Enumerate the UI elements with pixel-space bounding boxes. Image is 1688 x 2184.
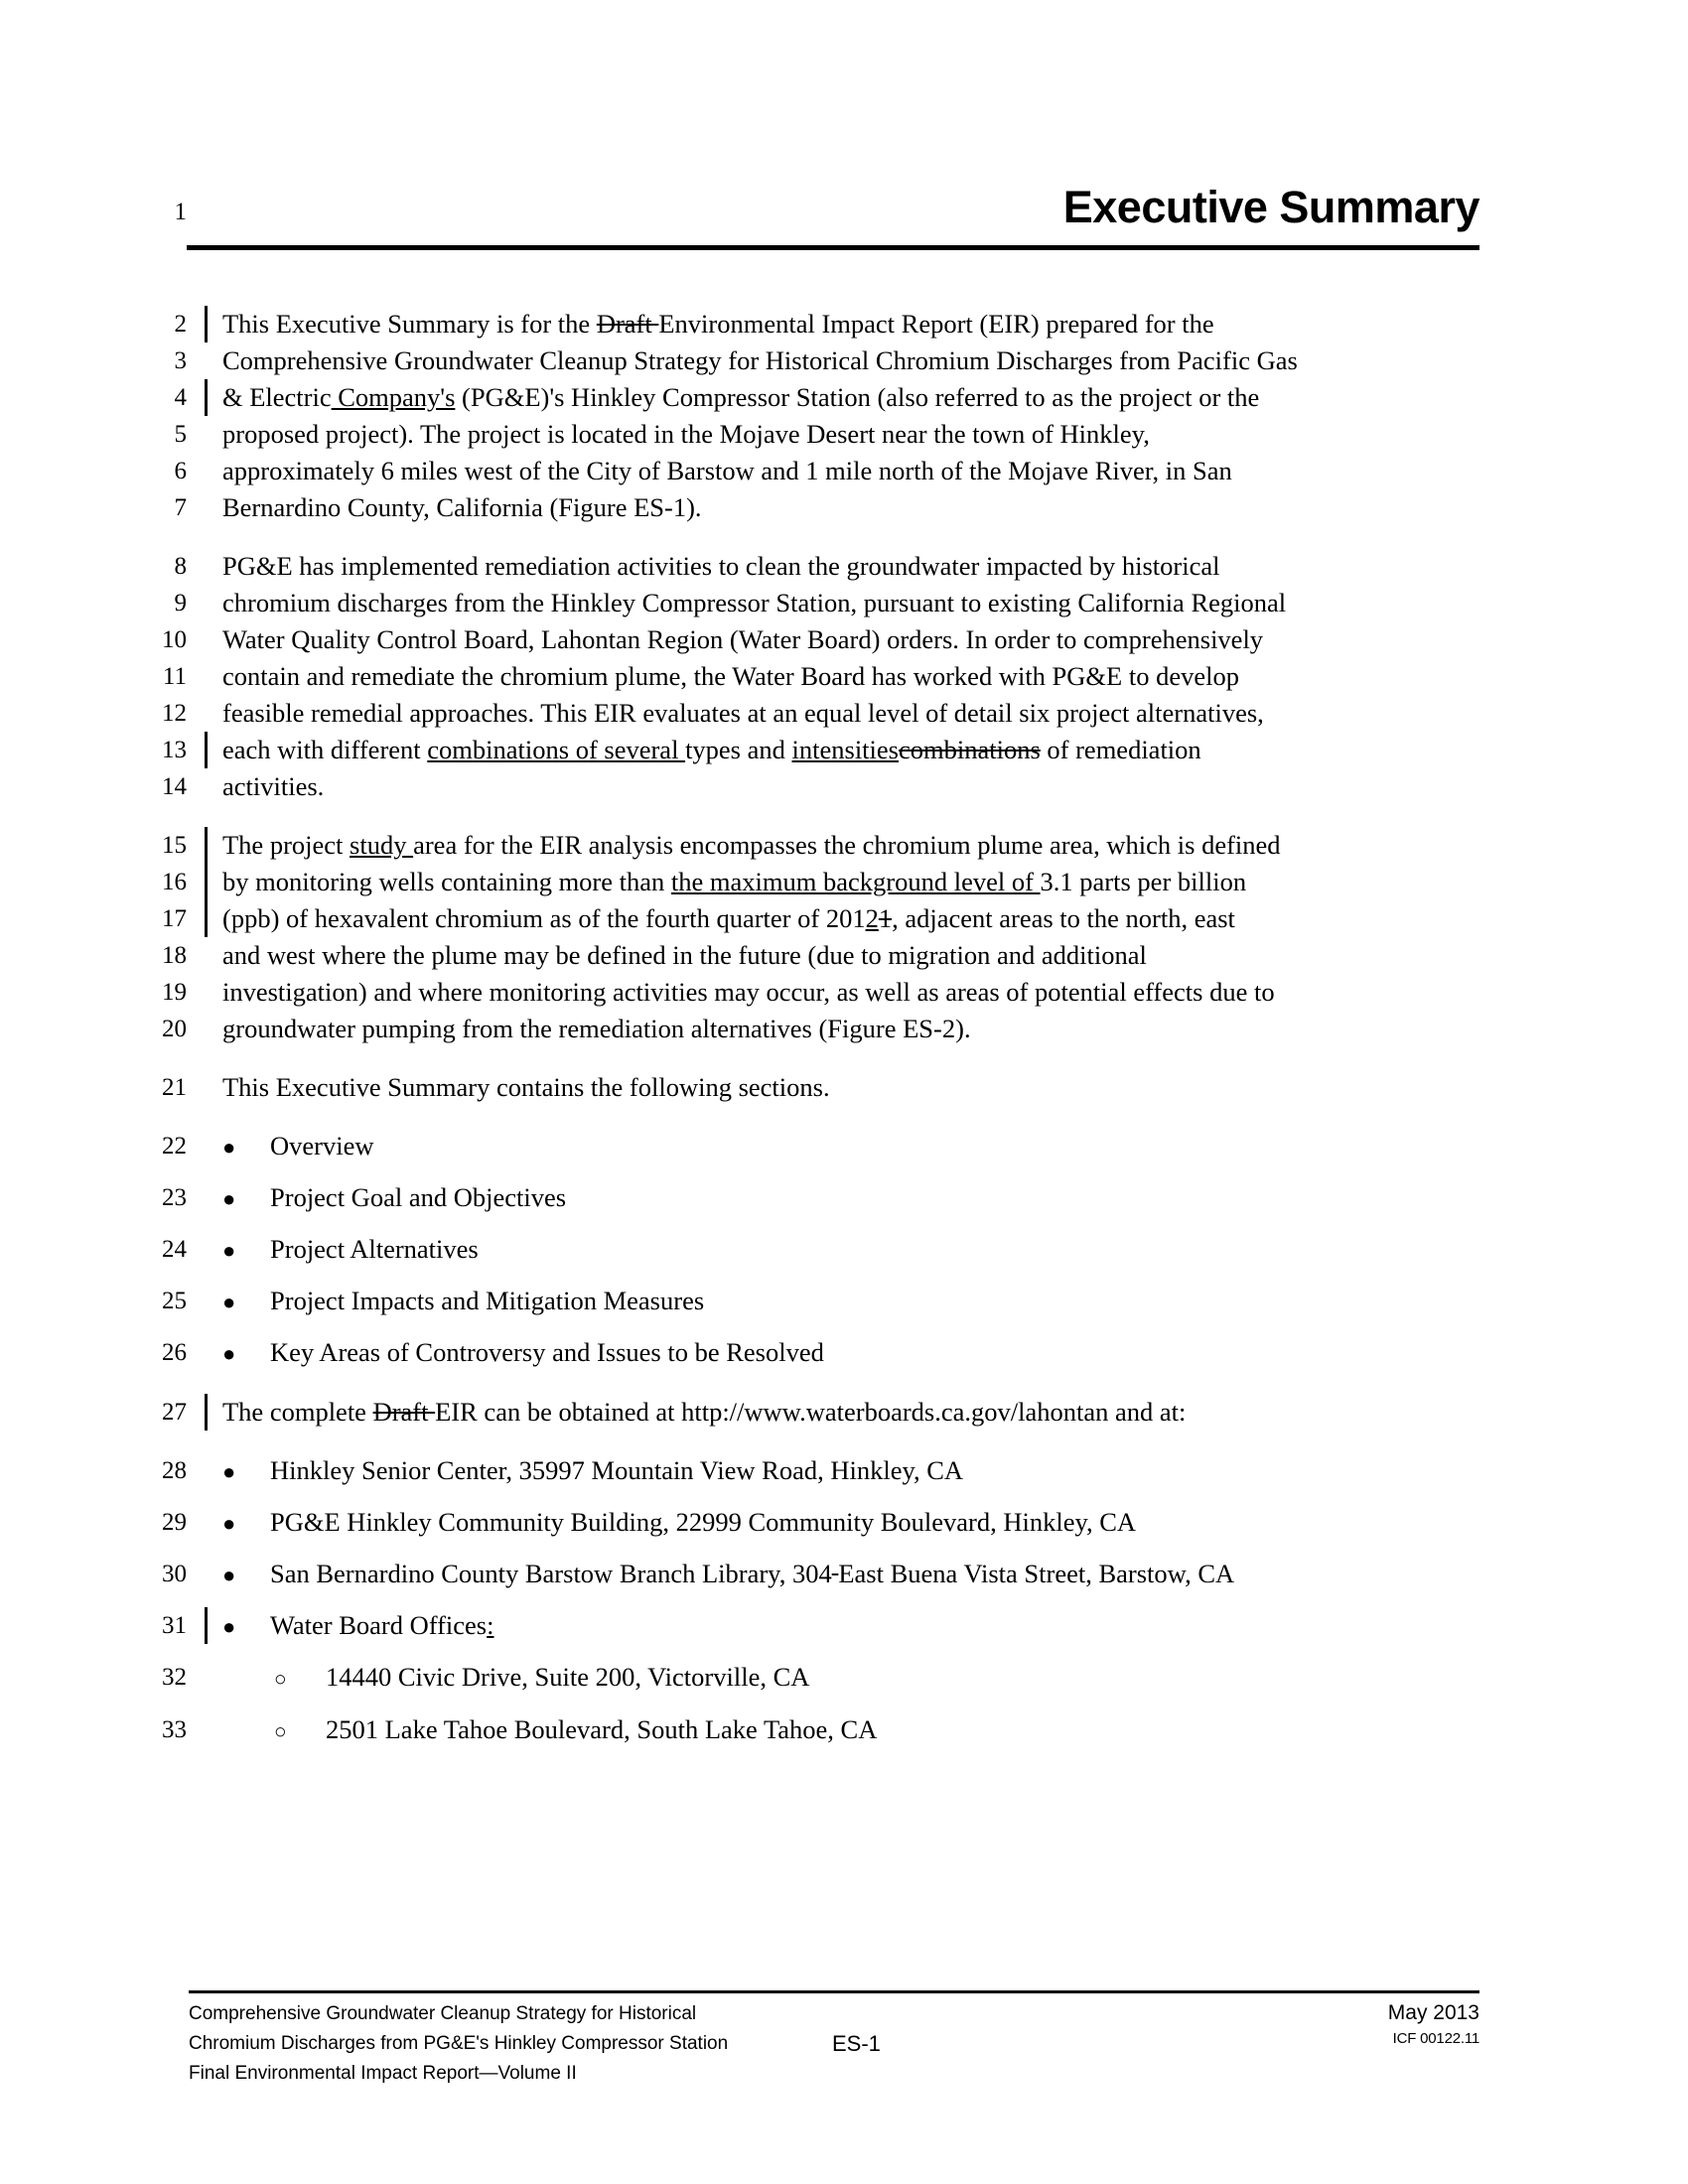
body-text: investigation) and where monitoring activities may occur, as well as areas of potential effects due to [222,977,1275,1007]
bullet-icon: ● [222,1459,236,1484]
sub-bullet-icon: ○ [274,1667,287,1691]
line-content [222,489,1489,526]
body-text: area for the EIR analysis encompasses the chromium plume area, which is defined [413,830,1281,860]
body-text: Comprehensive Groundwater Cleanup Strategy for Historical Chromium Discharges from Pacific Gas [222,345,1298,375]
body-text: Water Board Offices [270,1610,488,1640]
line-content [222,937,1489,974]
list-item-gap [129,1269,1489,1283]
text-line [129,1011,1489,1047]
line-content [222,974,1489,1011]
section-gap [129,1386,1489,1394]
text-line [129,585,1489,621]
line-content [222,827,1489,864]
line-content [222,585,1489,621]
paragraph-gap [129,1106,1489,1128]
bullet-icon: ● [222,1135,236,1160]
paragraph [129,1069,1489,1106]
line-content [222,658,1489,695]
line-content [222,1128,1489,1165]
page-header [129,184,1479,230]
line-number: 22 [162,1133,187,1160]
paragraph [129,548,1489,805]
header-line-number: 1 [174,199,187,226]
list-item-label [326,1659,809,1696]
footer-left-line-1: Comprehensive Groundwater Cleanup Strategy for Historical [189,2003,697,2024]
list-item-label [270,1556,1234,1592]
list-item-label [270,1607,494,1644]
line-number: 32 [162,1664,187,1691]
line-content [222,1607,1489,1645]
body-text: Water Quality Control Board, Lahontan Region (Water Board) orders. In order to comprehensively [222,624,1264,654]
body-text: approximately 6 miles west of the City of Barstow and 1 mile north of the Mojave River, in San [222,456,1232,485]
body-text: (PG&E)'s Hinkley Compressor Station (also referred to as the project or the [455,382,1260,412]
text-line [129,974,1489,1011]
body-text: PG&E Hinkley Community Building, 22999 Community Boulevard, Hinkley, CA [270,1507,1137,1537]
list-item-gap [129,1490,1489,1504]
list-item-gap [129,1320,1489,1334]
text-line [129,342,1489,379]
line-content [222,1283,1489,1320]
text-line [129,1556,1489,1593]
line-number: 25 [162,1288,187,1314]
footer-left-block [189,1999,728,2089]
text-line [129,1504,1489,1542]
list-item-gap [129,1542,1489,1556]
line-content [222,342,1489,379]
text-line [129,827,1489,864]
text-line [129,1659,1489,1698]
text-line [129,1711,1489,1750]
line-content [222,1504,1489,1542]
list-item-label [270,1504,1136,1541]
line-content [222,416,1489,453]
line-content [222,621,1489,658]
footer-left-line-3: Final Environmental Impact Report—Volume II [189,2063,577,2084]
text-line [129,1179,1489,1217]
body-text: Hinkley Senior Center, 35997 Mountain View Road, Hinkley, CA [270,1455,964,1485]
text-line [129,1394,1489,1431]
body-text: of remediation [1040,735,1201,764]
text-line [129,1452,1489,1490]
footer-rule [189,1990,1479,1993]
text-line [129,937,1489,974]
text-line [129,306,1489,342]
line-content [222,1179,1489,1217]
line-number: 29 [162,1509,187,1536]
line-content [222,1394,1489,1431]
line-content [222,306,1489,342]
text-line [129,864,1489,900]
line-content [222,732,1489,768]
body-text: types and [685,735,792,764]
body-text: The complete [222,1397,373,1427]
line-content [222,453,1489,489]
line-content [222,1659,1489,1698]
bullet-icon: ● [222,1186,236,1211]
bullet-icon: ● [222,1614,236,1639]
body-text: activities. [222,771,325,801]
line-number: 5 [174,421,187,448]
body-text: 2501 Lake Tahoe Boulevard, South Lake Tahoe, CA [326,1714,878,1744]
line-number: 21 [162,1074,187,1101]
text-line [129,379,1489,416]
body-text: chromium discharges from the Hinkley Compressor Station, pursuant to existing California Regional [222,588,1287,617]
footer-page-number: ES-1 [832,2031,881,2056]
list-item-gap [129,1593,1489,1607]
body-text: This Executive Summary is for the [222,309,597,339]
body-text: & Electric [222,382,332,412]
line-number: 31 [162,1612,187,1639]
body-text: (ppb) of hexavalent chromium as of the fourth quarter of 201 [222,903,866,933]
text-line [129,768,1489,805]
inserted-text: combinations of several [427,735,686,764]
text-line [129,453,1489,489]
line-number: 26 [162,1339,187,1366]
line-content [222,695,1489,732]
line-number: 11 [162,663,187,690]
paragraph-gap [129,1047,1489,1069]
body-text: The project [222,830,351,860]
text-line [129,900,1489,937]
text-line [129,1128,1489,1165]
line-number: 6 [174,458,187,484]
list-item-gap [129,1645,1489,1659]
text-line [129,1231,1489,1269]
line-number: 10 [162,626,187,653]
body-text: , adjacent areas to the north, east [892,903,1235,933]
footer-doc-id: ICF 00122.11 [1392,2030,1479,2047]
line-number: 13 [162,737,187,763]
bullet-icon: ● [222,1290,236,1314]
body-text: proposed project). The project is located in the Mojave Desert near the town of Hinkley, [222,419,1150,449]
text-line [129,621,1489,658]
page-title: Executive Summary [1062,182,1479,232]
text-line [129,1334,1489,1372]
paragraph-gap [129,1431,1489,1452]
sub-bullet-icon: ○ [274,1719,287,1743]
paragraph [129,306,1489,526]
line-number: 4 [174,384,187,411]
line-number: 23 [162,1184,187,1211]
text-line [129,695,1489,732]
body-text: feasible remedial approaches. This EIR evaluates at an equal level of detail six project alternatives, [222,698,1264,728]
text-line [129,489,1489,526]
line-number: 12 [162,700,187,727]
line-number: 3 [174,347,187,374]
line-number: 33 [162,1716,187,1743]
body-text: groundwater pumping from the remediation alternatives (Figure ES-2). [222,1014,971,1043]
inserted-text: : [487,1610,494,1640]
list-item-label: Project Alternatives [270,1234,479,1264]
body-text: East Buena Vista Street, Barstow, CA [838,1559,1235,1588]
line-content [222,768,1489,805]
bullet-icon: ● [222,1341,236,1366]
text-line [129,1283,1489,1320]
document-body [129,306,1489,1764]
page-footer [189,1999,1479,2089]
deleted-text: Draft [596,309,659,339]
line-content [222,548,1489,585]
list-item-label: Project Impacts and Mitigation Measures [270,1286,705,1315]
line-number: 28 [162,1457,187,1484]
line-content [222,379,1489,416]
body-text: and west where the plume may be defined in the future (due to migration and additional [222,940,1147,970]
bullet-icon: ● [222,1238,236,1263]
line-content [222,1556,1489,1593]
body-text: EIR can be obtained at http://www.waterboards.ca.gov/lahontan and at: [435,1397,1187,1427]
body-text: by monitoring wells containing more than [222,867,671,896]
list-item-gap [129,1165,1489,1179]
line-content [222,1011,1489,1047]
footer-left-line-2: Chromium Discharges from PG&E's Hinkley Compressor Station [189,2033,729,2054]
line-content [222,864,1489,900]
line-number: 19 [162,979,187,1006]
text-line [129,658,1489,695]
list-item-gap [129,1372,1489,1386]
bullet-icon: ● [222,1563,236,1587]
footer-date: May 2013 [1387,2001,1479,2024]
inserted-text: 2 [865,903,879,933]
paragraph-gap [129,526,1489,548]
body-text: Environmental Impact Report (EIR) prepared for the [658,309,1214,339]
list-item-gap [129,1750,1489,1764]
inserted-text: intensities [791,735,899,764]
list-item-label: Overview [270,1131,374,1160]
bullet-icon: ● [222,1511,236,1536]
deleted-text: combinations [898,735,1041,764]
line-number: 18 [162,942,187,969]
body-text: Bernardino County, California (Figure ES-1). [222,492,702,522]
text-line [129,1607,1489,1645]
line-number: 15 [162,832,187,859]
line-number: 16 [162,869,187,895]
list-item-label: Project Goal and Objectives [270,1182,567,1212]
line-number: 20 [162,1016,187,1042]
list-item-gap [129,1217,1489,1231]
line-number: 24 [162,1236,187,1263]
line-content [222,1231,1489,1269]
line-number: 27 [162,1399,187,1426]
deleted-text: 1 [878,903,893,933]
body-text: 3.1 parts per billion [1040,867,1247,896]
body-text: San Bernardino County Barstow Branch Library, 304 [270,1559,832,1588]
paragraph-gap [129,805,1489,827]
line-content [222,1069,1489,1106]
body-text: 14440 Civic Drive, Suite 200, Victorville, CA [326,1662,810,1692]
body-text: This Executive Summary contains the following sections. [222,1072,830,1102]
inserted-text: study [350,830,414,860]
text-line [129,1069,1489,1106]
body-text: PG&E has implemented remediation activities to clean the groundwater impacted by historical [222,551,1220,581]
inserted-text: Company's [331,382,456,412]
line-number: 7 [174,494,187,521]
paragraph [129,827,1489,1047]
header-rule [187,245,1479,250]
list-item-label: Key Areas of Controversy and Issues to be Resolved [270,1337,824,1367]
text-line [129,732,1489,768]
line-number: 30 [162,1561,187,1587]
line-number: 9 [174,590,187,616]
body-text: contain and remediate the chromium plume, the Water Board has worked with PG&E to develop [222,661,1239,691]
line-content [222,1452,1489,1490]
line-content [222,900,1489,937]
list-item-label [326,1711,877,1748]
text-line [129,416,1489,453]
line-number: 8 [174,553,187,580]
line-number: 14 [162,773,187,800]
text-line [129,548,1489,585]
body-text: each with different [222,735,428,764]
line-number: 2 [174,311,187,338]
line-content [222,1711,1489,1750]
footer-right-block [1388,1999,1479,2051]
inserted-text: the maximum background level of [670,867,1041,896]
list-item-gap [129,1698,1489,1711]
deleted-text: Draft [372,1397,436,1427]
line-content [222,1334,1489,1372]
list-item-label [270,1452,963,1489]
line-number: 17 [162,905,187,932]
